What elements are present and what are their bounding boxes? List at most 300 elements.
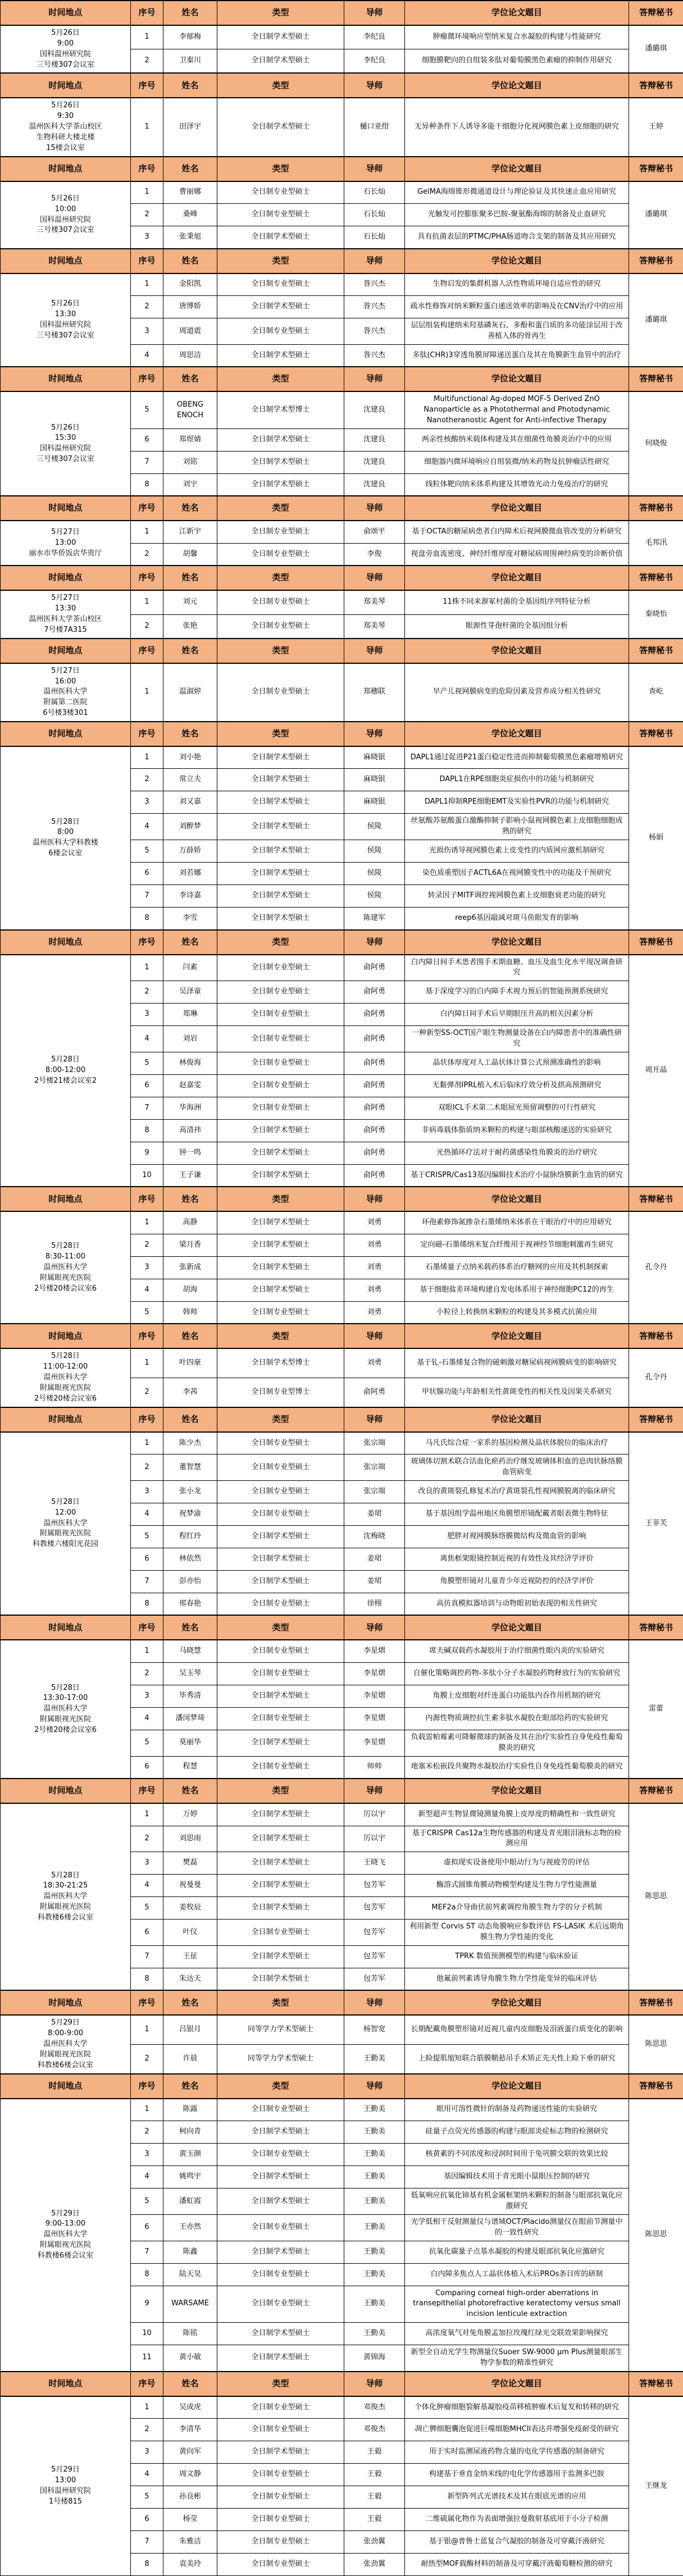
column-header-thesis-title: 学位论文题目	[405, 1187, 629, 1211]
column-header-advisor: 导师	[344, 566, 405, 590]
type-cell: 全日制专业型硕士	[217, 1052, 344, 1074]
name-cell: 张秉旭	[163, 226, 217, 249]
column-header-time-location: 时间地点	[1, 1615, 131, 1640]
type-cell: 全日制学术型硕士	[217, 226, 344, 249]
column-header-type: 类型	[217, 722, 344, 746]
advisor-cell: 李星熠	[344, 1730, 405, 1756]
secretary-cell: 孔令丹	[629, 1211, 683, 1324]
type-cell: 全日制学术型硕士	[217, 1730, 344, 1756]
type-cell: 全日制学术型硕士	[217, 1826, 344, 1852]
name-cell: 金阳凯	[163, 273, 217, 296]
column-header-time-location: 时间地点	[1, 1187, 131, 1211]
column-header-name: 姓名	[163, 1187, 217, 1211]
advisor-cell: 麻晓银	[344, 746, 405, 769]
table-row	[1, 2396, 683, 2419]
thesis-title-cell: 光热循环疗法对于耐药菌感染性角膜炎的治疗研究	[405, 1142, 629, 1164]
seq-cell: 8	[131, 2263, 163, 2286]
thesis-title-cell: 早产儿视网膜病变的危险因素及营养成分相关性研究	[405, 663, 629, 722]
name-cell: 闫素	[163, 955, 217, 981]
thesis-title-cell: 凋亡脾细胞囊泡促进巨噬细胞MHCII表达并增强免疫耐受的研究	[405, 2419, 629, 2441]
column-header-thesis-title: 学位论文题目	[405, 1407, 629, 1432]
seq-cell: 2	[131, 204, 163, 226]
column-header-advisor: 导师	[344, 722, 405, 746]
seq-cell: 4	[131, 344, 163, 367]
advisor-cell: 王勤美	[344, 2214, 405, 2241]
seq-cell: 1	[131, 2396, 163, 2419]
type-cell: 全日制专业型硕士	[217, 2099, 344, 2121]
column-header-type: 类型	[217, 1615, 344, 1640]
advisor-cell: 沈梅晓	[344, 1525, 405, 1548]
advisor-cell: 包芳军	[344, 1875, 405, 1897]
time-location-cell: 5月26日 10:00 国科温州研究院 三号楼307会议室	[1, 181, 131, 249]
type-cell: 全日制专业型硕士	[217, 2464, 344, 2486]
column-header-type: 类型	[217, 1407, 344, 1432]
seq-cell: 8	[131, 473, 163, 496]
advisor-cell: 李星熠	[344, 1662, 405, 1685]
column-header-time-location: 时间地点	[1, 496, 131, 521]
type-cell: 全日制专业型硕士	[217, 2419, 344, 2441]
column-header-thesis-title: 学位论文题目	[405, 1, 629, 25]
name-cell: 姜牧辰	[163, 1897, 217, 1920]
seq-cell: 3	[131, 226, 163, 249]
thesis-title-cell: 构建基于垂直金纳米线的电化学传感器用于监测多巴胺	[405, 2464, 629, 2486]
advisor-cell: 王晓飞	[344, 1852, 405, 1875]
thesis-title-cell: 甲状腺功能与年龄相关性黄斑变性的相关性及因果关系研究	[405, 1378, 629, 1407]
thesis-title-cell: 高浓度氧气对兔角膜孟加拉玫瑰红绿光交联效果影响探究	[405, 2323, 629, 2345]
name-cell: 张小龙	[163, 1480, 217, 1503]
column-header-type: 类型	[217, 1990, 344, 2015]
seq-cell: 1	[131, 181, 163, 204]
type-cell: 全日制学术型硕士	[217, 1164, 344, 1187]
seq-cell: 6	[131, 1920, 163, 1946]
type-cell: 全日制学术型硕士	[217, 451, 344, 473]
type-cell: 全日制学术型硕士	[217, 791, 344, 814]
type-cell: 全日制专业型硕士	[217, 1503, 344, 1525]
seq-cell: 5	[131, 2189, 163, 2215]
type-cell: 全日制专业型硕士	[217, 181, 344, 204]
column-header-thesis-title: 学位论文题目	[405, 157, 629, 181]
column-header-type: 类型	[217, 1779, 344, 1803]
column-header-row	[1, 566, 683, 590]
type-cell: 全日制专业型硕士	[217, 590, 344, 614]
column-header-seq: 序号	[131, 1779, 163, 1803]
seq-cell: 1	[131, 273, 163, 296]
secretary-cell: 杨娟	[629, 746, 683, 930]
name-cell: 马晓慧	[163, 1640, 217, 1662]
seq-cell: 2	[131, 1378, 163, 1407]
thesis-title-cell: 肿瘤微环境响应型纳米复合水凝胶的构建与性能研究	[405, 25, 629, 49]
column-header-row	[1, 1407, 683, 1432]
advisor-cell: 徐栩	[344, 1593, 405, 1615]
column-header-time-location: 时间地点	[1, 1407, 131, 1432]
thesis-title-cell: 白内障日间手术患者围手术期血糖、血压及血生化水平现况调查研究	[405, 955, 629, 981]
seq-cell: 8	[131, 908, 163, 930]
name-cell: 华海洲	[163, 1097, 217, 1119]
column-header-row	[1, 1, 683, 25]
seq-cell: 2	[131, 1662, 163, 1685]
seq-cell: 8	[131, 1119, 163, 1142]
advisor-cell: 王毅	[344, 2441, 405, 2464]
type-cell: 全日制专业型硕士	[217, 1432, 344, 1455]
seq-cell: 9	[131, 1142, 163, 1164]
type-cell: 全日制学术型硕士	[217, 2241, 344, 2263]
advisor-cell: 石长灿	[344, 204, 405, 226]
name-cell: 刘岩	[163, 1026, 217, 1052]
thesis-title-cell: reep6基因敲减对斑马鱼眼发育的影响	[405, 908, 629, 930]
name-cell: 王子谦	[163, 1164, 217, 1187]
column-header-secretary: 答辩秘书	[629, 1990, 683, 2015]
name-cell: 陈鑫	[163, 2241, 217, 2263]
seq-cell: 4	[131, 1026, 163, 1052]
thesis-title-cell: 光学低相干反射测量仪与谱域OCT/Placido测量仪在眼前节测量中的一致性研究	[405, 2214, 629, 2241]
column-header-thesis-title: 学位论文题目	[405, 2372, 629, 2396]
seq-cell: 3	[131, 1256, 163, 1279]
time-location-cell: 5月28日 8:00 温州医科大学科教楼 6楼会议室	[1, 746, 131, 930]
column-header-seq: 序号	[131, 157, 163, 181]
thesis-title-cell: 眼源性芽孢杆菌的全基因组分析	[405, 614, 629, 639]
secretary-cell: 孔令丹	[629, 1348, 683, 1407]
column-header-thesis-title: 学位论文题目	[405, 249, 629, 273]
column-header-type: 类型	[217, 157, 344, 181]
advisor-cell: 刘勇	[344, 1234, 405, 1256]
thesis-title-cell: DAPL1通过促进P21蛋白稳定性进而抑制葡萄膜黑色素瘤增殖研究	[405, 746, 629, 769]
name-cell: 张新成	[163, 1256, 217, 1279]
seq-cell: 6	[131, 2509, 163, 2531]
advisor-cell: 昝兴杰	[344, 318, 405, 345]
secretary-cell: 查屹	[629, 663, 683, 722]
type-cell: 全日制专业型硕士	[217, 1301, 344, 1324]
type-cell: 全日制专业型硕士	[217, 1756, 344, 1779]
column-header-thesis-title: 学位论文题目	[405, 566, 629, 590]
column-header-thesis-title: 学位论文题目	[405, 639, 629, 663]
seq-cell: 5	[131, 1525, 163, 1548]
column-header-secretary: 答辩秘书	[629, 367, 683, 391]
thesis-title-cell: 长期配戴角膜塑形镜对近视儿童内皮细胞及泪液蛋白质变化的影响	[405, 2015, 629, 2044]
time-location-cell: 5月27日 13:00 丽水市华侨饭店华贵厅	[1, 521, 131, 566]
seq-cell: 7	[131, 1097, 163, 1119]
thesis-title-cell: 硅量子点荧光传感器的构建与眼部炎症标志物的检测研究	[405, 2121, 629, 2144]
time-location-cell: 5月28日 11:00-12:00 温州医科大学 附属眼视光医院 2号楼20楼会议室6	[1, 1348, 131, 1407]
column-header-secretary: 答辩秘书	[629, 1615, 683, 1640]
column-header-type: 类型	[217, 1187, 344, 1211]
type-cell: 全日制专业型硕士	[217, 2286, 344, 2323]
seq-cell: 6	[131, 428, 163, 451]
column-header-time-location: 时间地点	[1, 566, 131, 590]
thesis-title-cell: 染色质重塑因子ACTL6A在视网膜变性中的功能及干预研究	[405, 863, 629, 885]
seq-cell: 6	[131, 2214, 163, 2241]
thesis-title-cell: 负载雷帕霉素可降解微球的制备及其在治疗实验性自身免疫性葡萄膜炎的研究	[405, 1730, 629, 1756]
advisor-cell: 张劲翼	[344, 2554, 405, 2576]
column-header-advisor: 导师	[344, 1187, 405, 1211]
type-cell: 全日制学术型硕士	[217, 1525, 344, 1548]
table-row	[1, 181, 683, 204]
type-cell: 全日制学术型硕士	[217, 49, 344, 74]
thesis-title-cell: 地塞米松嵌段共聚物水凝胶治疗实验性自身免疫性葡萄膜炎的研究	[405, 1756, 629, 1779]
name-cell: 程红玲	[163, 1525, 217, 1548]
name-cell: 林依然	[163, 1548, 217, 1570]
name-cell: 刘小艳	[163, 746, 217, 769]
column-header-name: 姓名	[163, 930, 217, 955]
advisor-cell: 王毅	[344, 2464, 405, 2486]
type-cell: 全日制学术型硕士	[217, 2166, 344, 2189]
column-header-secretary: 答辩秘书	[629, 73, 683, 98]
name-cell: 潘虹霞	[163, 2189, 217, 2215]
time-location-cell: 5月26日 9:00 国科温州研究院 三号楼307会议室	[1, 25, 131, 73]
column-header-row	[1, 249, 683, 273]
secretary-cell: 潘璐琪	[629, 181, 683, 249]
column-header-name: 姓名	[163, 1, 217, 25]
column-header-secretary: 答辩秘书	[629, 1407, 683, 1432]
type-cell: 全日制专业型硕士	[217, 2263, 344, 2286]
type-cell: 全日制专业型硕士	[217, 1026, 344, 1052]
time-location-cell: 5月28日 8:30-11:00 温州医科大学 附属眼视光医院 2号楼20楼会议室6	[1, 1211, 131, 1324]
type-cell: 全日制学术型硕士	[217, 746, 344, 769]
secretary-cell: 毛邦汛	[629, 521, 683, 566]
thesis-title-cell: TPRK 数值预测模型的构建与临床验证	[405, 1945, 629, 1968]
thesis-title-cell: 基于钆-石墨烯复合物的磁刺激对糖尿病视网膜病变的影响研究	[405, 1348, 629, 1378]
name-cell: 田泽宇	[163, 98, 217, 156]
time-location-cell: 5月29日 9:00-13:00 温州医科大学 附属眼视光医院 科教楼6楼会议室	[1, 2099, 131, 2372]
advisor-cell: 麻晓银	[344, 791, 405, 814]
name-cell: 杨莹	[163, 2509, 217, 2531]
advisor-cell: 俞阿勇	[344, 1378, 405, 1407]
seq-cell: 2	[131, 2419, 163, 2441]
advisor-cell: 侯陵	[344, 814, 405, 840]
column-header-row	[1, 1779, 683, 1803]
column-header-row	[1, 73, 683, 98]
advisor-cell: 李纪良	[344, 25, 405, 49]
column-header-row	[1, 930, 683, 955]
type-cell: 全日制专业型硕士	[217, 521, 344, 543]
type-cell: 全日制学术型硕士	[217, 473, 344, 496]
advisor-cell: 刘勇	[344, 1256, 405, 1279]
time-location-cell: 5月29日 13:00 国科温州研究院 1号楼815	[1, 2396, 131, 2576]
seq-cell: 1	[131, 521, 163, 543]
column-header-row	[1, 157, 683, 181]
table-row	[1, 590, 683, 614]
seq-cell: 5	[131, 1897, 163, 1920]
seq-cell: 1	[131, 25, 163, 49]
advisor-cell: 侯陵	[344, 863, 405, 885]
advisor-cell: 王勤美	[344, 2241, 405, 2263]
secretary-cell: 王婷	[629, 98, 683, 156]
advisor-cell: 刘勇	[344, 1348, 405, 1378]
name-cell: OBENG ENOCH	[163, 391, 217, 428]
thesis-title-cell: 玻璃体切割术联合活血化瘀药治疗继发玻璃体积血的息肉状脉络膜血管病变	[405, 1455, 629, 1481]
thesis-title-cell: 基因编辑技术用于青光眼小鼠眼压控制的研究	[405, 2166, 629, 2189]
thesis-title-cell: 晶状体厚度对人工晶状体计算公式预测准确性的影响	[405, 1052, 629, 1074]
name-cell: 林俊海	[163, 1052, 217, 1074]
type-cell: 全日制专业型硕士	[217, 2509, 344, 2531]
column-header-time-location: 时间地点	[1, 1324, 131, 1348]
column-header-advisor: 导师	[344, 639, 405, 663]
name-cell: 叶仪	[163, 1920, 217, 1946]
name-cell: 钟一鸣	[163, 1142, 217, 1164]
thesis-title-cell: 新型全自动光学生物测量仪Suoer SW-9000 μm Plus测量眼部生物学参数的精准性研究	[405, 2345, 629, 2372]
type-cell: 全日制专业型硕士	[217, 614, 344, 639]
advisor-cell: 包芳军	[344, 1945, 405, 1968]
thesis-title-cell: 无异种条件下人诱导多能干细胞分化视网膜色素上皮细胞的研究	[405, 98, 629, 156]
column-header-type: 类型	[217, 2074, 344, 2099]
column-header-name: 姓名	[163, 496, 217, 521]
column-header-secretary: 答辩秘书	[629, 2372, 683, 2396]
type-cell: 全日制学术型硕士	[217, 296, 344, 318]
seq-cell: 6	[131, 1074, 163, 1097]
column-header-seq: 序号	[131, 1, 163, 25]
column-header-name: 姓名	[163, 249, 217, 273]
type-cell: 全日制学术型硕士	[217, 2441, 344, 2464]
seq-cell: 6	[131, 1756, 163, 1779]
table-row	[1, 1803, 683, 1826]
column-header-thesis-title: 学位论文题目	[405, 1779, 629, 1803]
seq-cell: 2	[131, 981, 163, 1004]
advisor-cell: 俞阿勇	[344, 1074, 405, 1097]
column-header-type: 类型	[217, 496, 344, 521]
thesis-title-cell: 生物启发的集群机器人活性物质环境自适应性的研究	[405, 273, 629, 296]
column-header-seq: 序号	[131, 566, 163, 590]
name-cell: 吴泽童	[163, 981, 217, 1004]
column-header-seq: 序号	[131, 2074, 163, 2099]
advisor-cell: 张宗端	[344, 1455, 405, 1481]
name-cell: 常立夫	[163, 769, 217, 791]
seq-cell: 1	[131, 746, 163, 769]
thesis-title-cell: 抗氧化碳量子点基水凝胶的构建及眼部抗氧化应激研究	[405, 2241, 629, 2263]
column-header-row	[1, 2074, 683, 2099]
column-header-advisor: 导师	[344, 1324, 405, 1348]
column-header-seq: 序号	[131, 2372, 163, 2396]
thesis-title-cell: 小粒径上转换纳米颗粒的构建及其多模式抗菌应用	[405, 1301, 629, 1324]
thesis-title-cell: 用于实时监测尿液药物含量的电化学传感器的制备研究	[405, 2441, 629, 2464]
thesis-title-cell: Multifunctional Ag-doped MOF-5 Derived ZnO Nanoparticle as a Photothermal and Photodynamic Nanotheranostic Agent for Anti-infective Therapy	[405, 391, 629, 428]
seq-cell: 3	[131, 791, 163, 814]
type-cell: 全日制学术型硕士	[217, 2189, 344, 2215]
type-cell: 全日制专业型硕士	[217, 318, 344, 345]
seq-cell: 6	[131, 1548, 163, 1570]
advisor-cell: 包芳军	[344, 1968, 405, 1990]
name-cell: 邢春艳	[163, 1593, 217, 1615]
thesis-title-cell: 石墨烯量子点纳米载药体系治疗糖网的应用及其机制探索	[405, 1256, 629, 1279]
table-row	[1, 521, 683, 543]
name-cell: 李清华	[163, 2419, 217, 2441]
time-location-cell: 5月27日 13:30 温州医科大学茶山校区 7号楼7A315	[1, 590, 131, 638]
thesis-title-cell: DAPL1抑制RPE细胞EMT及实验性PVR的功能与机制研究	[405, 791, 629, 814]
name-cell: 樊磊	[163, 1852, 217, 1875]
column-header-thesis-title: 学位论文题目	[405, 73, 629, 98]
column-header-row	[1, 1324, 683, 1348]
advisor-cell: 俞阿勇	[344, 981, 405, 1004]
table-row	[1, 98, 683, 156]
secretary-cell: 周开晶	[629, 955, 683, 1187]
advisor-cell: 包芳军	[344, 1897, 405, 1920]
column-header-thesis-title: 学位论文题目	[405, 1324, 629, 1348]
type-cell: 全日制专业型硕士	[217, 2144, 344, 2166]
thesis-title-cell: 转录因子MITF调控视网膜色素上皮细胞衰老功能的研究	[405, 885, 629, 908]
name-cell: 万婷	[163, 1803, 217, 1826]
column-header-secretary: 答辩秘书	[629, 157, 683, 181]
type-cell: 全日制专业型硕士	[217, 1920, 344, 1946]
seq-cell: 2	[131, 614, 163, 639]
column-header-type: 类型	[217, 1324, 344, 1348]
column-header-row	[1, 1187, 683, 1211]
column-header-seq: 序号	[131, 1324, 163, 1348]
column-header-name: 姓名	[163, 1615, 217, 1640]
thesis-title-cell: 11株不同来源冢村菌的全基因组序列特征分析	[405, 590, 629, 614]
seq-cell: 3	[131, 318, 163, 345]
name-cell: 许晨	[163, 2045, 217, 2074]
type-cell: 全日制专业型硕士	[217, 2396, 344, 2419]
seq-cell: 1	[131, 590, 163, 614]
type-cell: 全日制学术型硕士	[217, 814, 344, 840]
name-cell: 王亦然	[163, 2214, 217, 2241]
name-cell: 周文静	[163, 2464, 217, 2486]
column-header-secretary: 答辩秘书	[629, 249, 683, 273]
advisor-cell: 刘勇	[344, 1211, 405, 1234]
column-header-advisor: 导师	[344, 73, 405, 98]
advisor-cell: 石长灿	[344, 181, 405, 204]
advisor-cell: 俞阿勇	[344, 955, 405, 981]
thesis-title-cell: 基于CRISPR/Cas13基因编辑技术治疗小鼠脉络膜新生血管的研究	[405, 1164, 629, 1187]
name-cell: 刘元	[163, 590, 217, 614]
column-header-type: 类型	[217, 1, 344, 25]
column-header-seq: 序号	[131, 639, 163, 663]
seq-cell: 1	[131, 1640, 163, 1662]
type-cell: 全日制学术型硕士	[217, 2345, 344, 2372]
seq-cell: 2	[131, 543, 163, 566]
advisor-cell: 王勤美	[344, 2121, 405, 2144]
name-cell: 袁美玲	[163, 2554, 217, 2576]
secretary-cell: 王继龙	[629, 2396, 683, 2576]
name-cell: 吴玉琴	[163, 1662, 217, 1685]
column-header-advisor: 导师	[344, 367, 405, 391]
name-cell: 陈铭	[163, 2323, 217, 2345]
name-cell: 黄玉颜	[163, 2144, 217, 2166]
seq-cell: 2	[131, 49, 163, 74]
name-cell: WARSAME	[163, 2286, 217, 2323]
secretary-cell: 潘璐琪	[629, 273, 683, 367]
column-header-type: 类型	[217, 249, 344, 273]
column-header-row	[1, 367, 683, 391]
column-header-secretary: 答辩秘书	[629, 2074, 683, 2099]
advisor-cell: 俞阿勇	[344, 1097, 405, 1119]
name-cell: 赵嘉雯	[163, 1074, 217, 1097]
name-cell: 万薛娇	[163, 840, 217, 863]
type-cell: 全日制学术型硕士	[217, 1945, 344, 1968]
advisor-cell: 俞阿勇	[344, 1142, 405, 1164]
name-cell: 祝梦渝	[163, 1503, 217, 1525]
thesis-title-cell: 环孢素修饰氮掺杂石墨烯纳米体系在干眼治疗中的应用研究	[405, 1211, 629, 1234]
advisor-cell: 黄锦海	[344, 2345, 405, 2372]
advisor-cell: 邓俊杰	[344, 2419, 405, 2441]
secretary-cell: 陈思思	[629, 2099, 683, 2372]
advisor-cell: 李星熠	[344, 1685, 405, 1707]
type-cell: 全日制专业型硕士	[217, 2214, 344, 2241]
column-header-thesis-title: 学位论文题目	[405, 367, 629, 391]
thesis-title-cell: 细胞膜靶向的自组装多肽对葡萄膜黑色素瘤的抑制作用研究	[405, 49, 629, 74]
table-row	[1, 746, 683, 769]
name-cell: 陆天昊	[163, 2263, 217, 2286]
seq-cell: 11	[131, 2345, 163, 2372]
secretary-cell: 何晓俊	[629, 391, 683, 496]
column-header-name: 姓名	[163, 1779, 217, 1803]
thesis-title-cell: 新型超声生物显微镜测量角膜上皮厚度的精确性和一致性研究	[405, 1803, 629, 1826]
advisor-cell: 姜珺	[344, 1503, 405, 1525]
column-header-thesis-title: 学位论文题目	[405, 722, 629, 746]
name-cell: 郑琳	[163, 1004, 217, 1026]
name-cell: 吕银月	[163, 2015, 217, 2044]
seq-cell: 1	[131, 1348, 163, 1378]
advisor-cell: 侯陵	[344, 840, 405, 863]
column-header-time-location: 时间地点	[1, 73, 131, 98]
